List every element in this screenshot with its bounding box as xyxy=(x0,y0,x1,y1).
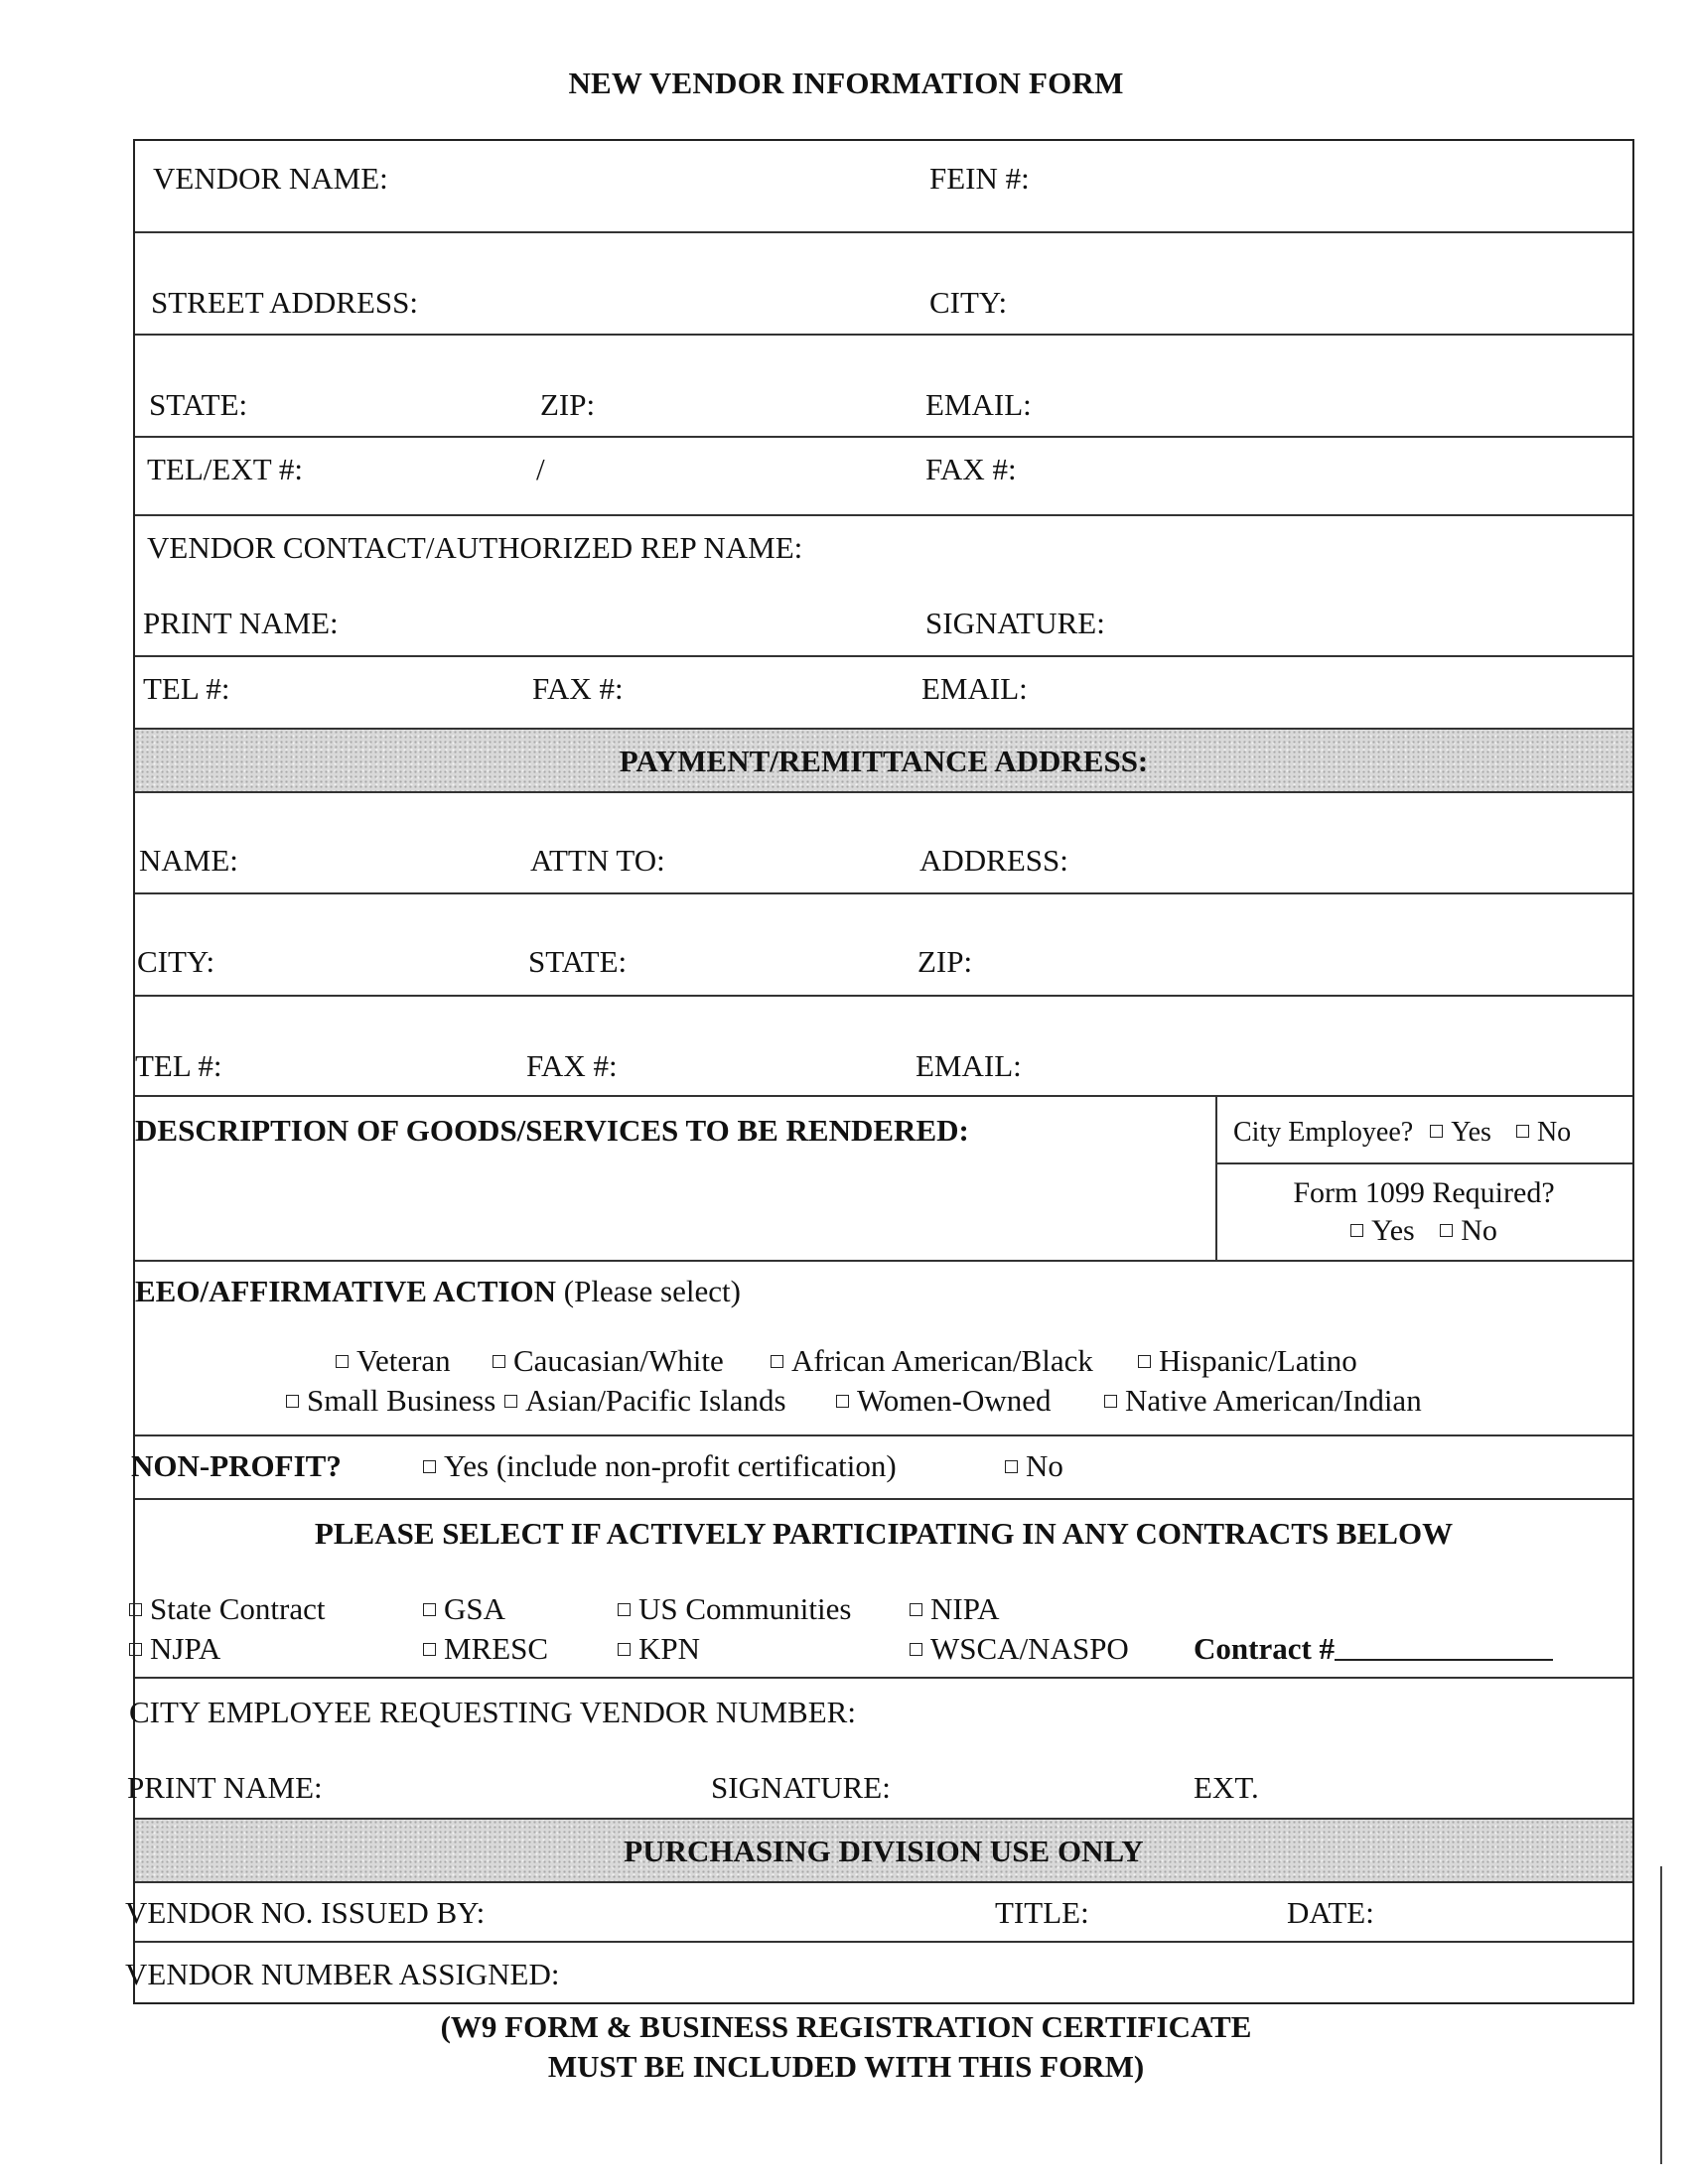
form1099-options xyxy=(1215,1214,1632,1248)
scan-edge-line xyxy=(1660,1866,1662,2164)
contract-option-label: WSCA/NASPO xyxy=(930,1631,1129,1666)
state-label: STATE: xyxy=(149,387,248,422)
contact-tel-label: TEL #: xyxy=(143,671,230,706)
checkbox[interactable] xyxy=(1138,1355,1151,1368)
checkbox[interactable] xyxy=(493,1355,505,1368)
contact-print-name-label: PRINT NAME: xyxy=(143,606,339,640)
city-employee-label: City Employee? xyxy=(1233,1117,1414,1148)
contracts-row xyxy=(135,1500,1632,1679)
eeo-option-label: Women-Owned xyxy=(857,1383,1052,1418)
payment-name-label: NAME: xyxy=(139,843,238,878)
eeo-option xyxy=(493,1343,724,1379)
contact-signature-label: SIGNATURE: xyxy=(925,606,1105,640)
nonprofit-row xyxy=(131,1436,1632,1500)
requester-row xyxy=(127,1679,1632,1820)
form1099-yes-checkbox[interactable] xyxy=(1350,1224,1363,1237)
city-label: CITY: xyxy=(929,285,1008,320)
footer-line-2: MUST BE INCLUDED WITH THIS FORM) xyxy=(547,2049,1145,2084)
contact-fax-label: FAX #: xyxy=(532,671,624,706)
form1099-no-label: No xyxy=(1461,1214,1497,1247)
issued-by-row xyxy=(125,1883,1632,1943)
purchasing-heading: PURCHASING DIVISION USE ONLY xyxy=(624,1834,1144,1868)
payment-tel-row xyxy=(135,997,1632,1097)
nonprofit-yes-label: Yes (include non-profit certification) xyxy=(444,1448,897,1483)
requester-print-name-label: PRINT NAME: xyxy=(127,1770,323,1805)
contract-option xyxy=(910,1631,1129,1667)
requester-signature-label: SIGNATURE: xyxy=(711,1770,891,1805)
contact-tel-row xyxy=(135,657,1632,730)
purchasing-title-label: TITLE: xyxy=(995,1895,1089,1930)
form-title: NEW VENDOR INFORMATION FORM xyxy=(568,66,1124,100)
fein-label: FEIN #: xyxy=(929,161,1030,196)
city-employee-yes-label: Yes xyxy=(1451,1117,1491,1148)
contract-option xyxy=(618,1591,851,1627)
city-employee-yes-checkbox[interactable] xyxy=(1430,1125,1443,1138)
checkbox[interactable] xyxy=(771,1355,783,1368)
nonprofit-no-checkbox[interactable] xyxy=(1005,1460,1018,1473)
contract-option xyxy=(423,1631,548,1667)
requester-ext-label: EXT. xyxy=(1194,1770,1259,1805)
payment-name-row xyxy=(135,793,1632,894)
form1099-no-checkbox[interactable] xyxy=(1440,1224,1453,1237)
contact-email-label: EMAIL: xyxy=(921,671,1028,706)
eeo-option xyxy=(771,1343,1093,1379)
payment-email-label: EMAIL: xyxy=(916,1048,1022,1083)
requester-heading: CITY EMPLOYEE REQUESTING VENDOR NUMBER: xyxy=(129,1695,856,1729)
eeo-option xyxy=(336,1343,451,1379)
city-employee-no-checkbox[interactable] xyxy=(1516,1125,1529,1138)
purchasing-heading-bar xyxy=(135,1820,1632,1883)
payment-address-label: ADDRESS: xyxy=(919,843,1068,878)
payment-city-row xyxy=(135,894,1632,997)
description-sub-divider xyxy=(1215,1162,1632,1164)
contract-option-label: US Communities xyxy=(638,1591,852,1626)
contract-option-label: NIPA xyxy=(930,1591,1000,1626)
nonprofit-label: NON-PROFIT? xyxy=(131,1448,342,1483)
contact-heading: VENDOR CONTACT/AUTHORIZED REP NAME: xyxy=(147,530,803,565)
checkbox[interactable] xyxy=(618,1643,631,1656)
eeo-option xyxy=(286,1383,495,1419)
form1099-label: Form 1099 Required? xyxy=(1293,1176,1555,1209)
contract-option xyxy=(129,1631,220,1667)
nonprofit-no-label: No xyxy=(1026,1448,1063,1483)
checkbox[interactable] xyxy=(129,1603,142,1616)
street-address-row xyxy=(135,233,1632,336)
nonprofit-yes-checkbox[interactable] xyxy=(423,1460,436,1473)
checkbox[interactable] xyxy=(423,1643,436,1656)
contract-option xyxy=(423,1591,505,1627)
contract-option xyxy=(910,1591,1000,1627)
payment-heading-bar xyxy=(135,730,1632,793)
checkbox[interactable] xyxy=(618,1603,631,1616)
footer-line-1: (W9 FORM & BUSINESS REGISTRATION CERTIFICATE xyxy=(440,2009,1252,2044)
issued-by-label: VENDOR NO. ISSUED BY: xyxy=(125,1895,486,1930)
street-address-label: STREET ADDRESS: xyxy=(151,285,419,320)
payment-city-label: CITY: xyxy=(137,944,215,979)
eeo-option-label: Hispanic/Latino xyxy=(1159,1343,1357,1378)
contract-option-label: NJPA xyxy=(150,1631,221,1666)
eeo-row xyxy=(135,1262,1632,1436)
purchasing-date-label: DATE: xyxy=(1287,1895,1374,1930)
assigned-row xyxy=(125,1943,1632,2002)
eeo-option xyxy=(1104,1383,1422,1419)
contact-row xyxy=(135,516,1632,657)
payment-fax-label: FAX #: xyxy=(526,1048,618,1083)
checkbox[interactable] xyxy=(1104,1395,1117,1408)
eeo-option-label: Caucasian/White xyxy=(513,1343,724,1378)
eeo-option xyxy=(836,1383,1052,1419)
tel-ext-separator: / xyxy=(536,452,545,486)
contract-option-label: GSA xyxy=(444,1591,506,1626)
checkbox[interactable] xyxy=(286,1395,299,1408)
nonprofit-no-option xyxy=(1005,1448,1063,1484)
payment-attn-label: ATTN TO: xyxy=(530,843,665,878)
eeo-option-label: African American/Black xyxy=(791,1343,1093,1378)
vendor-name-label: VENDOR NAME: xyxy=(153,161,388,196)
tel-ext-label: TEL/EXT #: xyxy=(147,452,303,486)
checkbox[interactable] xyxy=(910,1603,922,1616)
eeo-option-label: Small Business xyxy=(307,1383,496,1418)
form1099-yes-label: Yes xyxy=(1371,1214,1415,1247)
contract-option-label: KPN xyxy=(638,1631,701,1666)
contract-option xyxy=(618,1631,700,1667)
nonprofit-yes-option xyxy=(423,1448,897,1484)
eeo-note: (Please select) xyxy=(563,1274,741,1308)
vendor-form xyxy=(125,139,1634,2004)
state-zip-email-row xyxy=(135,336,1632,438)
contracts-heading: PLEASE SELECT IF ACTIVELY PARTICIPATING IN ANY CONTRACTS BELOW xyxy=(314,1516,1454,1551)
zip-label: ZIP: xyxy=(540,387,596,422)
tel-fax-row xyxy=(135,438,1632,516)
assigned-label: VENDOR NUMBER ASSIGNED: xyxy=(125,1957,560,1991)
payment-zip-label: ZIP: xyxy=(917,944,973,979)
contract-number xyxy=(1194,1631,1553,1667)
eeo-heading: EEO/AFFIRMATIVE ACTION xyxy=(135,1274,556,1308)
city-employee-question xyxy=(1233,1117,1571,1149)
eeo-option xyxy=(1138,1343,1357,1379)
eeo-option-label: Veteran xyxy=(356,1343,451,1378)
contract-option-label: MRESC xyxy=(444,1631,549,1666)
checkbox[interactable] xyxy=(836,1395,849,1408)
eeo-option xyxy=(504,1383,786,1419)
vendor-name-row xyxy=(135,141,1632,233)
description-row xyxy=(135,1097,1632,1262)
eeo-option-label: Native American/Indian xyxy=(1125,1383,1422,1418)
checkbox[interactable] xyxy=(504,1395,517,1408)
city-employee-no-label: No xyxy=(1536,1117,1572,1148)
contract-option-label: State Contract xyxy=(150,1591,326,1626)
payment-state-label: STATE: xyxy=(528,944,628,979)
checkbox[interactable] xyxy=(336,1355,349,1368)
payment-tel-label: TEL #: xyxy=(135,1048,222,1083)
contract-number-field[interactable] xyxy=(1335,1633,1553,1661)
description-heading: DESCRIPTION OF GOODS/SERVICES TO BE RENDERED: xyxy=(135,1113,969,1148)
fax-label: FAX #: xyxy=(925,452,1017,486)
contract-number-label: Contract # xyxy=(1194,1631,1336,1666)
checkbox[interactable] xyxy=(423,1603,436,1616)
email-label: EMAIL: xyxy=(925,387,1032,422)
payment-heading: PAYMENT/REMITTANCE ADDRESS: xyxy=(619,744,1149,778)
eeo-heading-line xyxy=(135,1274,741,1309)
checkbox[interactable] xyxy=(129,1643,142,1656)
eeo-option-label: Asian/Pacific Islands xyxy=(525,1383,786,1418)
checkbox[interactable] xyxy=(910,1643,922,1656)
contract-option xyxy=(129,1591,325,1627)
